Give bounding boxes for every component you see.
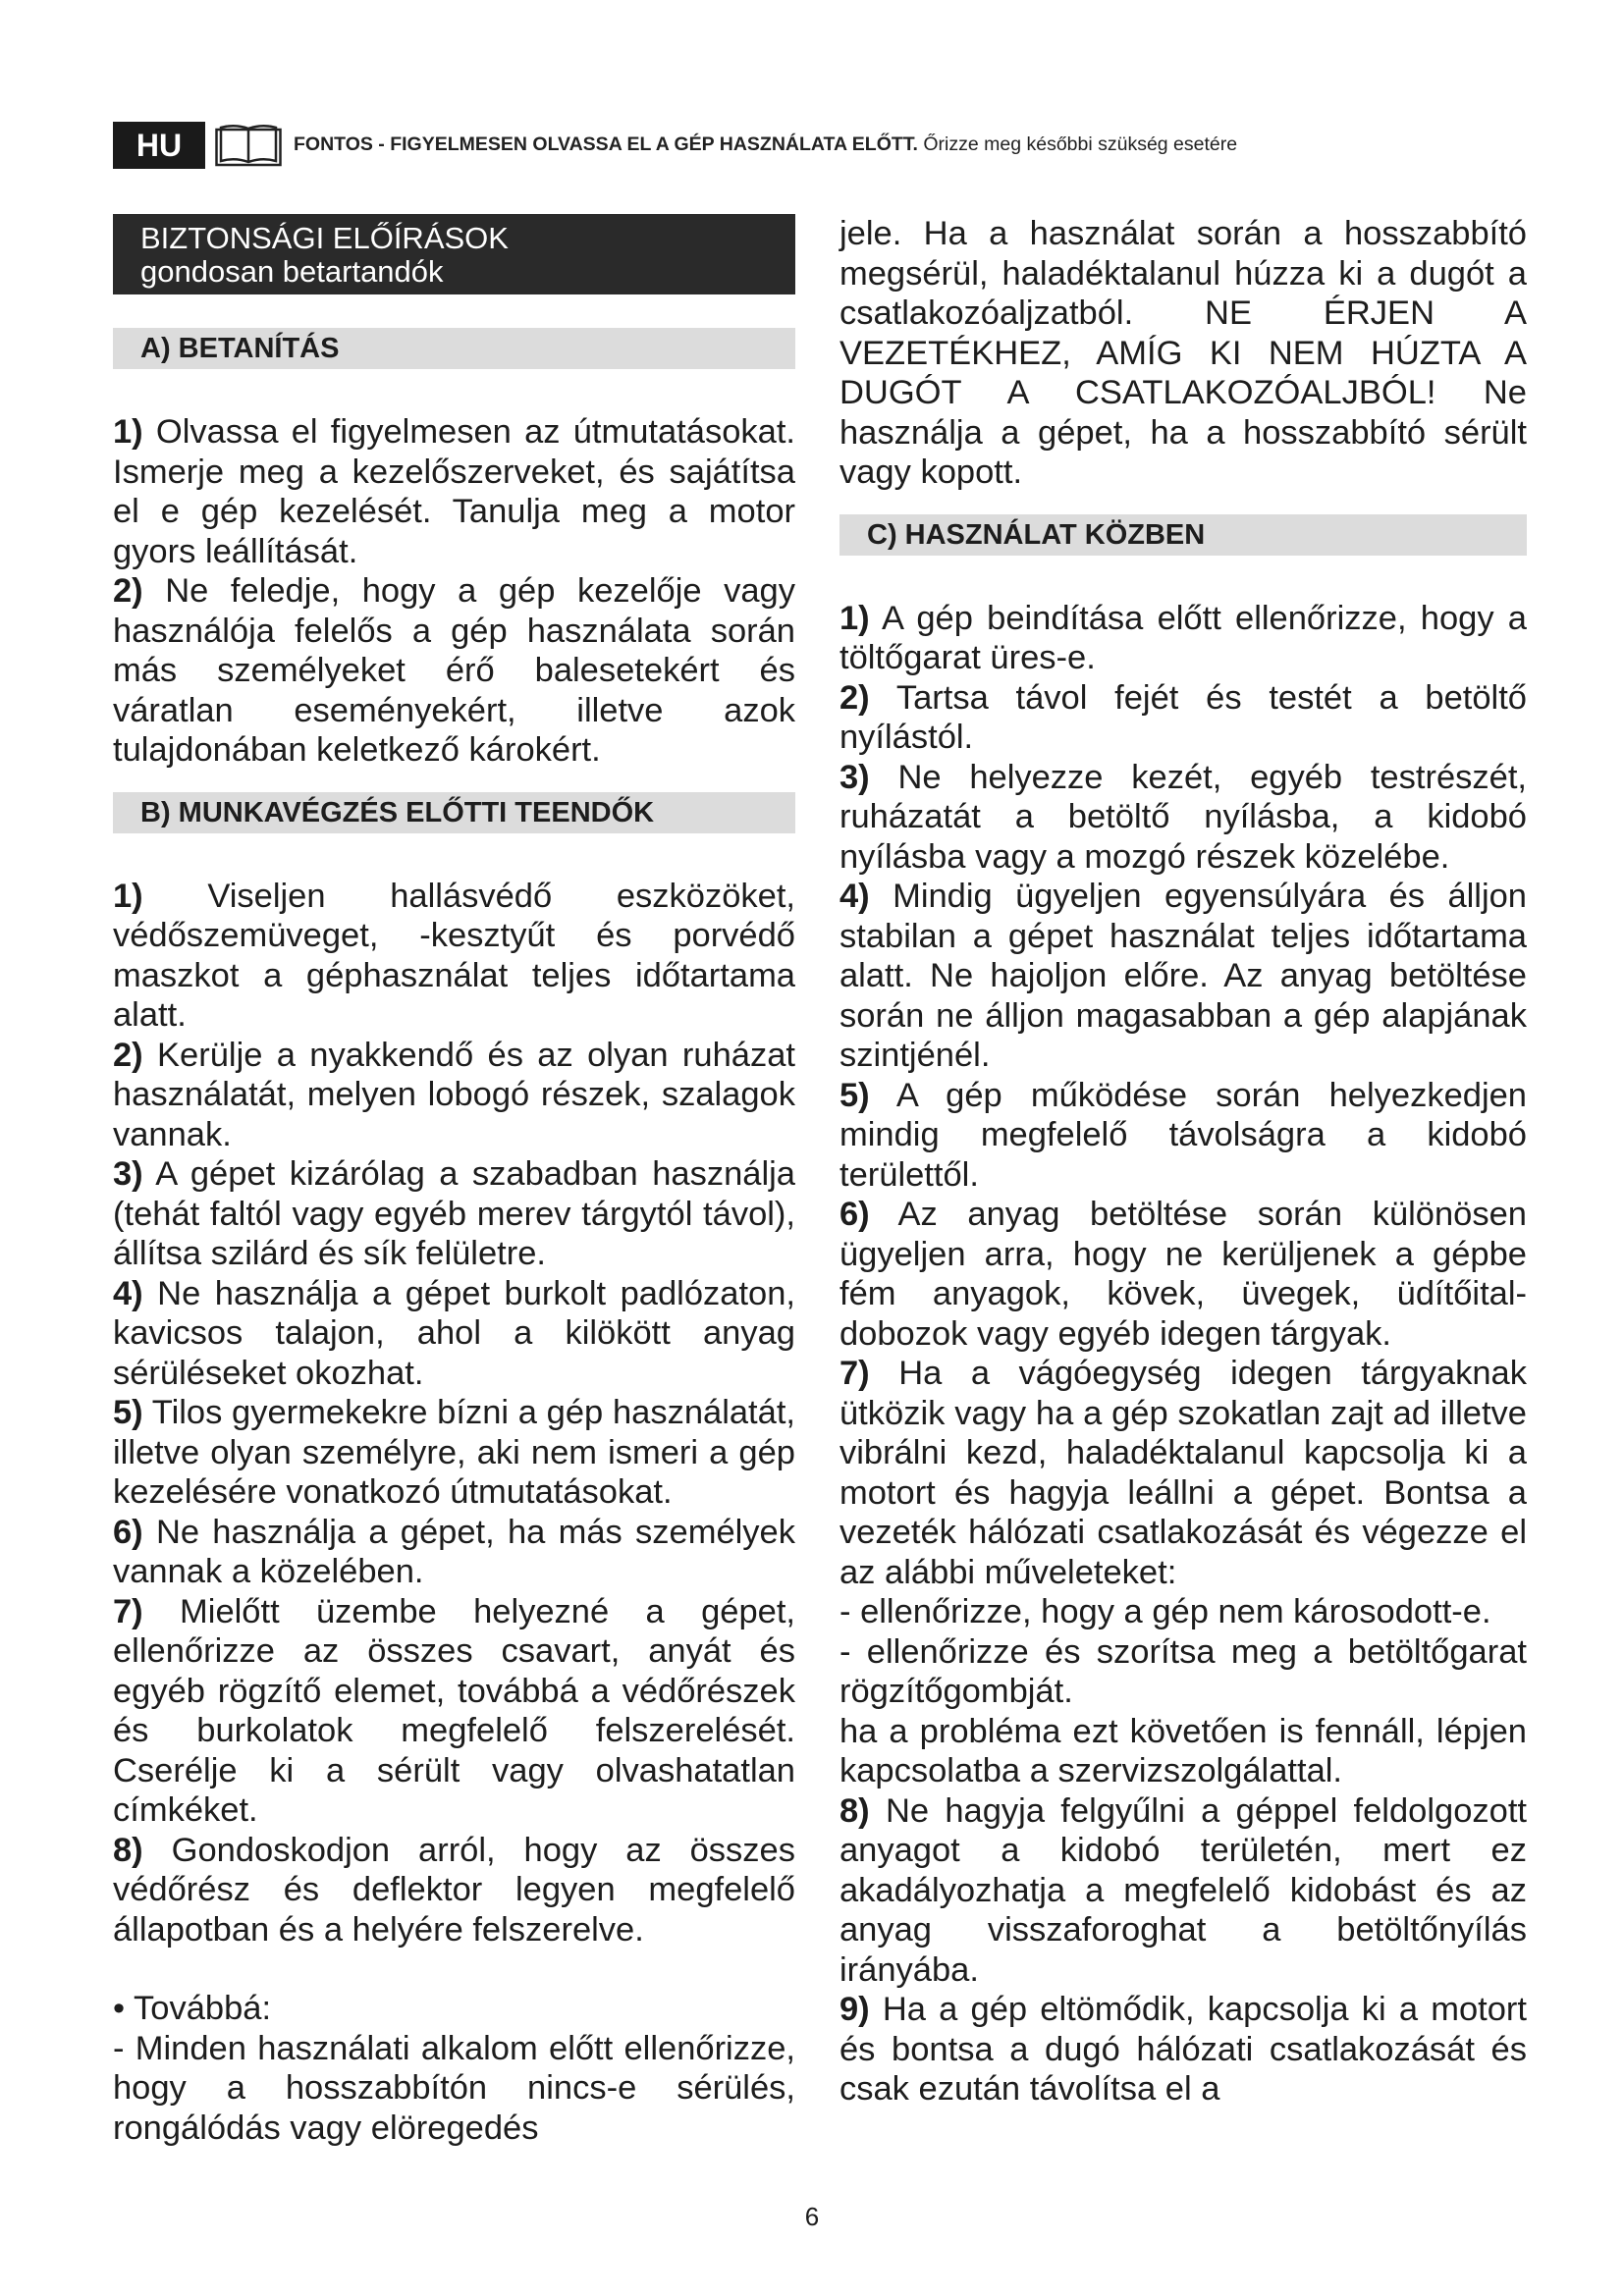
item-number: 4) — [839, 878, 870, 915]
item-number: 8) — [113, 1831, 143, 1869]
item-number: 2) — [839, 678, 870, 717]
item-text: Olvassa el figyelmesen az útmutatásokat. Ismerje meg a kezelőszerveket, és sajátítsa el e gép kezelését. Tanulja meg a motor gyors leállítását. — [113, 413, 795, 570]
item-number: 2) — [113, 572, 143, 610]
item-text: Viseljen hallásvédő eszközöket, védőszemüveget, -kesztyűt és porvédő maszkot a géphasználat teljes időtartama alatt. — [113, 877, 795, 1034]
item-number: 9) — [839, 1991, 870, 2028]
section-a-item — [113, 571, 795, 771]
dash-tighten-knob: - ellenőrizze és szorítsa meg a betöltőgarat rögzítőgombját. — [839, 1632, 1527, 1710]
item-text: Tartsa távol fejét és testét a betöltő nyílástól. — [839, 678, 1527, 756]
section-b-item — [113, 1592, 795, 1831]
item-text: Ne helyezze kezét, egyéb testrészét, ruházatát a betöltő nyílásba, a kidobó nyílásba vagy a mozgó részek közelébe. — [839, 758, 1527, 876]
right-column — [839, 214, 1527, 2109]
section-c-item — [839, 877, 1527, 1076]
item-number: 5) — [113, 1394, 143, 1431]
item-number: 1) — [113, 877, 143, 915]
section-a-item — [113, 412, 795, 571]
item-text: Ne használja a gépet burkolt padlózaton, kavicsos talajon, ahol a kilökött anyag sérüléseket okozhat. — [113, 1274, 795, 1392]
safety-subtitle: gondosan betartandók — [140, 254, 444, 289]
section-c-item — [839, 1354, 1527, 1592]
safety-title: BIZTONSÁGI ELŐÍRÁSOK — [140, 221, 509, 255]
item-text: Ne hagyja felgyűlni a géppel feldolgozott anyagot a kidobó területén, mert ez akadályozhatja a megfelelő kidobást és az anyag visszaforoghat a betöltőnyílás irányába. — [839, 1791, 1527, 1989]
item-text: Gondoskodjon arról, hogy az összes védőrész és deflektor legyen megfelelő állapotban és a helyére felszerelve. — [113, 1831, 795, 1949]
section-c-heading: C) HASZNÁLAT KÖZBEN — [839, 514, 1527, 556]
item-text: Mielőtt üzembe helyezné a gépet, ellenőrizze az összes csavart, anyát és egyéb rögzítő elemet, továbbá a védőrészek és burkolatok megfelelő felszerelését. Cserélje ki a sérült vagy olvashatatlan címkéket. — [113, 1592, 795, 1829]
dash-check-damage: - ellenőrizze, hogy a gép nem károsodott-e. — [839, 1593, 1491, 1630]
item-number: 7) — [839, 1355, 870, 1392]
section-c-item — [839, 1195, 1527, 1354]
section-c-item — [839, 599, 1527, 678]
section-c-item — [839, 1791, 1527, 1991]
item-number: 3) — [113, 1155, 143, 1193]
section-c-item — [839, 758, 1527, 878]
item-number: 1) — [113, 413, 143, 451]
item-text: Az anyag betöltése során különösen ügyeljen arra, hogy ne kerüljenek a gépbe fém anyagok, kövek, üvegek, üdítőital-dobozok vagy egyéb idegen tárgyak. — [839, 1196, 1527, 1353]
item-number: 2) — [113, 1036, 143, 1074]
header-notice-tail: Őrizze meg későbbi szükség esetére — [917, 133, 1238, 155]
item-number: 1) — [839, 599, 870, 637]
item-number: 5) — [839, 1076, 870, 1114]
header-notice-bold: FONTOS - FIGYELMESEN OLVASSA EL A GÉP HASZNÁLATA ELŐTT. — [294, 133, 918, 155]
left-column — [113, 214, 795, 2148]
header-notice — [294, 133, 1237, 156]
section-b-item — [113, 1036, 795, 1155]
section-b-item — [113, 1274, 795, 1394]
bullet-further: • Továbbá: — [113, 1990, 272, 2027]
item-text: A gépet kizárólag a szabadban használja (tehát faltól vagy egyéb merev tárgytól távol), állítsa szilárd és sík felületre. — [113, 1155, 795, 1272]
item-text: Mindig ügyeljen egyensúlyára és álljon stabilan a gépet használat teljes időtartama alatt. Ne hajoljon előre. Az anyag betöltése során ne álljon magasabban a gép alapjának szintjénél. — [839, 878, 1527, 1074]
section-b-item — [113, 1154, 795, 1274]
safety-title-box — [113, 214, 795, 294]
section-b-item — [113, 877, 795, 1036]
book-icon — [215, 124, 282, 167]
section-c-item — [839, 1076, 1527, 1196]
item-text: Kerülje a nyakkendő és az olyan ruházat használatát, melyen lobogó részek, szalagok vannak. — [113, 1036, 795, 1153]
section-a-heading: A) BETANÍTÁS — [113, 328, 795, 369]
item-number: 6) — [839, 1196, 870, 1233]
page-number: 6 — [804, 2202, 820, 2231]
service-note: ha a probléma ezt követően is fennáll, lépjen kapcsolatba a szervizszolgálattal. — [839, 1712, 1527, 1789]
item-text: Ha a vágóegység idegen tárgyaknak ütközik vagy ha a gép szokatlan zajt ad illetve vibrálni kezd, haladéktalanul kapcsolja ki a motort és hagyja leállni a gépet. Bontsa a vezeték hálózati csatlakozását és végezze el az alábbi műveleteket: — [839, 1355, 1527, 1591]
section-c-item — [839, 1990, 1527, 2109]
item-text: Ne feledje, hogy a gép kezelője vagy használója felelős a gép használata során más személyeket érő balesetekért és váratlan eseményekért, illetve azok tulajdonában keletkező károkért. — [113, 572, 795, 769]
item-text: A gép beindítása előtt ellenőrizze, hogy a töltőgarat üres-e. — [839, 599, 1527, 676]
item-number: 4) — [113, 1274, 143, 1312]
item-number: 7) — [113, 1592, 143, 1630]
section-b-item — [113, 1393, 795, 1513]
language-badge: HU — [113, 122, 205, 169]
item-number: 6) — [113, 1513, 143, 1551]
item-text: Ne használja a gépet, ha más személyek vannak a közelében. — [113, 1513, 795, 1590]
item-number: 3) — [839, 758, 870, 796]
dash-extension-cord: - Minden használati alkalom előtt ellenőrizze, hogy a hosszabbítón nincs-e sérülés, rongálódás vagy elöregedés — [113, 2029, 795, 2147]
item-number: 8) — [839, 1791, 870, 1830]
section-c-item — [839, 678, 1527, 758]
extension-cord-continued: jele. Ha a használat során a hosszabbító megsérül, haladéktalanul húzza ki a dugót a csatlakozóaljzatból. NE ÉRJEN A VEZETÉKHEZ, AMÍG KI NEM HÚZTA A DUGÓT A CSATLAKOZÓALJBÓL! Ne használja a gépet, ha a hosszabbító sérült vagy kopott. — [839, 215, 1527, 491]
item-text: Tilos gyermekekre bízni a gép használatát, illetve olyan személyre, aki nem ismeri a gép kezelésére vonatkozó útmutatásokat. — [113, 1394, 795, 1511]
section-b-item — [113, 1513, 795, 1592]
item-text: Ha a gép eltömődik, kapcsolja ki a motort és bontsa a dugó hálózati csatlakozását és csak ezután távolítsa el a — [839, 1991, 1527, 2108]
section-b-heading: B) MUNKAVÉGZÉS ELŐTTI TEENDŐK — [113, 792, 795, 833]
item-text: A gép működése során helyezkedjen mindig megfelelő távolságra a kidobó területtől. — [839, 1076, 1527, 1194]
page-header — [113, 122, 1527, 169]
section-b-item — [113, 1831, 795, 1950]
